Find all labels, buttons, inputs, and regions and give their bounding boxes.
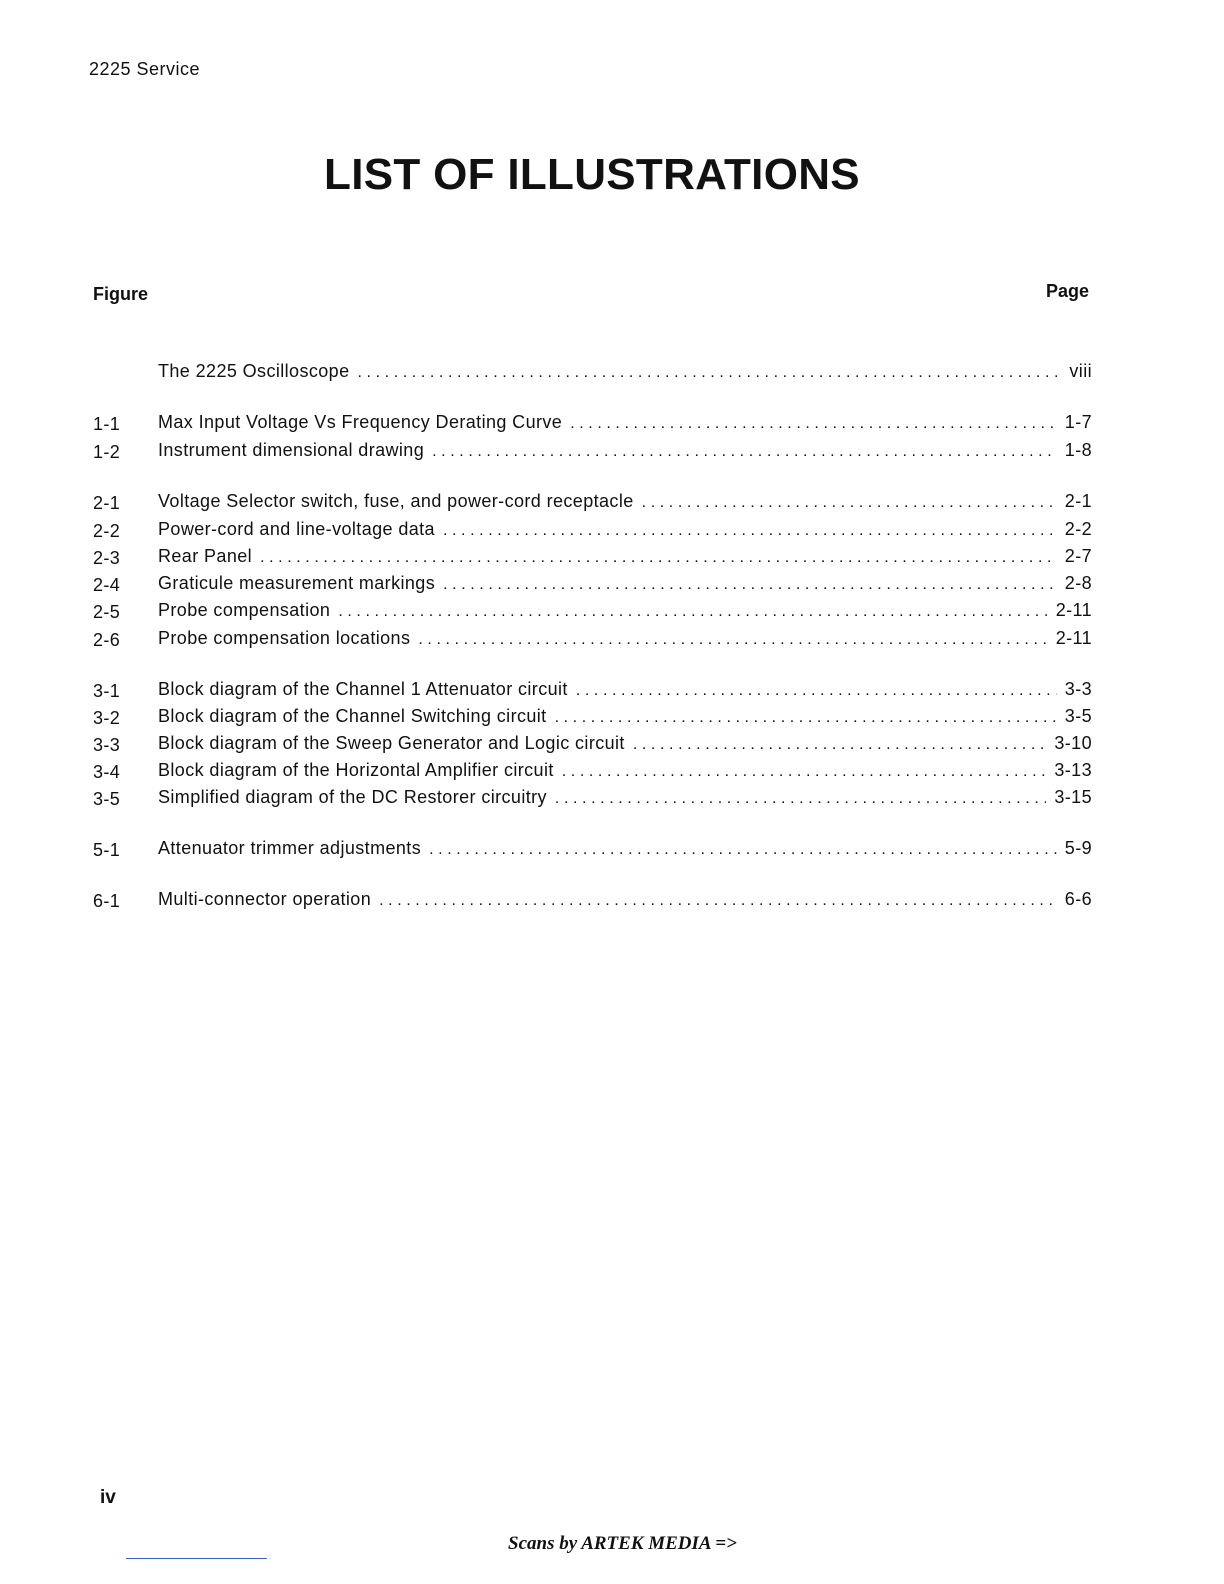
dot-leader (562, 763, 1047, 781)
figure-title: Max Input Voltage Vs Frequency Derating Curve (158, 412, 563, 432)
list-entry (0, 838, 1224, 864)
dot-leader (443, 576, 1057, 594)
figure-number: 3-4 (93, 762, 121, 782)
figure-number: 3-3 (93, 735, 121, 755)
page-column-header: Page (1046, 281, 1090, 301)
page-title: LIST OF ILLUSTRATIONS (324, 150, 860, 199)
page-reference: 2-11 (1055, 600, 1092, 620)
figure-title: Power-cord and line-voltage data (158, 519, 435, 539)
page-reference: 5-9 (1064, 838, 1092, 858)
figure-number: 2-2 (93, 521, 121, 541)
figure-number: 3-5 (93, 789, 121, 809)
page-reference: 3-3 (1064, 679, 1092, 699)
figure-title: The 2225 Oscilloscope (158, 361, 350, 381)
list-entry (0, 733, 1224, 759)
figure-title: Block diagram of the Channel Switching circuit (158, 706, 547, 726)
page-reference: 2-1 (1064, 491, 1092, 511)
dot-leader (338, 603, 1047, 621)
list-entry (0, 628, 1224, 654)
figure-number: 6-1 (93, 891, 121, 911)
dot-leader (570, 415, 1057, 433)
dot-leader (429, 841, 1057, 859)
list-entry (0, 706, 1224, 732)
page-reference: 3-15 (1054, 787, 1092, 807)
page-folio: iv (100, 1487, 116, 1508)
figure-title: Simplified diagram of the DC Restorer circuitry (158, 787, 547, 807)
list-entry (0, 361, 1224, 387)
list-entry (0, 889, 1224, 915)
figure-title: Multi-connector operation (158, 889, 372, 909)
page-reference: 3-13 (1054, 760, 1092, 780)
dot-leader (260, 549, 1057, 567)
link-underline (126, 1558, 267, 1559)
figure-title: Block diagram of the Channel 1 Attenuator circuit (158, 679, 568, 699)
figure-number: 1-2 (93, 442, 121, 462)
dot-leader (379, 892, 1057, 910)
dot-leader (418, 631, 1047, 649)
page-reference: 2-11 (1055, 628, 1092, 648)
page-reference: 3-5 (1064, 706, 1092, 726)
dot-leader (432, 443, 1057, 461)
list-entry (0, 679, 1224, 705)
figure-number: 5-1 (93, 840, 121, 860)
dot-leader (358, 364, 1062, 382)
figure-title: Block diagram of the Sweep Generator and Logic circuit (158, 733, 625, 753)
figure-number: 2-5 (93, 602, 121, 622)
figure-number: 3-2 (93, 708, 121, 728)
figure-number: 2-3 (93, 548, 121, 568)
page-reference: viii (1069, 361, 1092, 381)
running-head: 2225 Service (89, 59, 201, 79)
list-entry (0, 546, 1224, 572)
dot-leader (642, 494, 1057, 512)
dot-leader (555, 790, 1046, 808)
scan-credit: Scans by ARTEK MEDIA => (508, 1533, 737, 1554)
page-reference: 2-2 (1064, 519, 1092, 539)
dot-leader (555, 709, 1057, 727)
figure-title: Graticule measurement markings (158, 573, 436, 593)
figure-title: Probe compensation (158, 600, 331, 620)
list-entry (0, 412, 1224, 438)
figure-number: 2-6 (93, 630, 121, 650)
figure-title: Probe compensation locations (158, 628, 411, 648)
figure-number: 1-1 (93, 414, 121, 434)
list-entry (0, 600, 1224, 626)
figure-number: 2-4 (93, 575, 121, 595)
page-reference: 6-6 (1064, 889, 1092, 909)
figure-title: Attenuator trimmer adjustments (158, 838, 422, 858)
page-reference: 3-10 (1054, 733, 1092, 753)
page-reference: 1-8 (1064, 440, 1092, 460)
dot-leader (576, 682, 1057, 700)
figure-title: Instrument dimensional drawing (158, 440, 425, 460)
page-reference: 2-8 (1064, 573, 1092, 593)
list-entry (0, 440, 1224, 466)
list-entry (0, 491, 1224, 517)
page-reference: 2-7 (1064, 546, 1092, 566)
page-reference: 1-7 (1064, 412, 1092, 432)
figure-number: 3-1 (93, 681, 121, 701)
figure-title: Voltage Selector switch, fuse, and power-cord receptacle (158, 491, 634, 511)
figure-number: 2-1 (93, 493, 121, 513)
list-entry (0, 573, 1224, 599)
dot-leader (443, 522, 1057, 540)
list-entry (0, 519, 1224, 545)
figure-column-header: Figure (93, 284, 149, 304)
figure-title: Rear Panel (158, 546, 253, 566)
figure-title: Block diagram of the Horizontal Amplifier circuit (158, 760, 554, 780)
list-entry (0, 760, 1224, 786)
dot-leader (633, 736, 1047, 754)
list-entry (0, 787, 1224, 813)
